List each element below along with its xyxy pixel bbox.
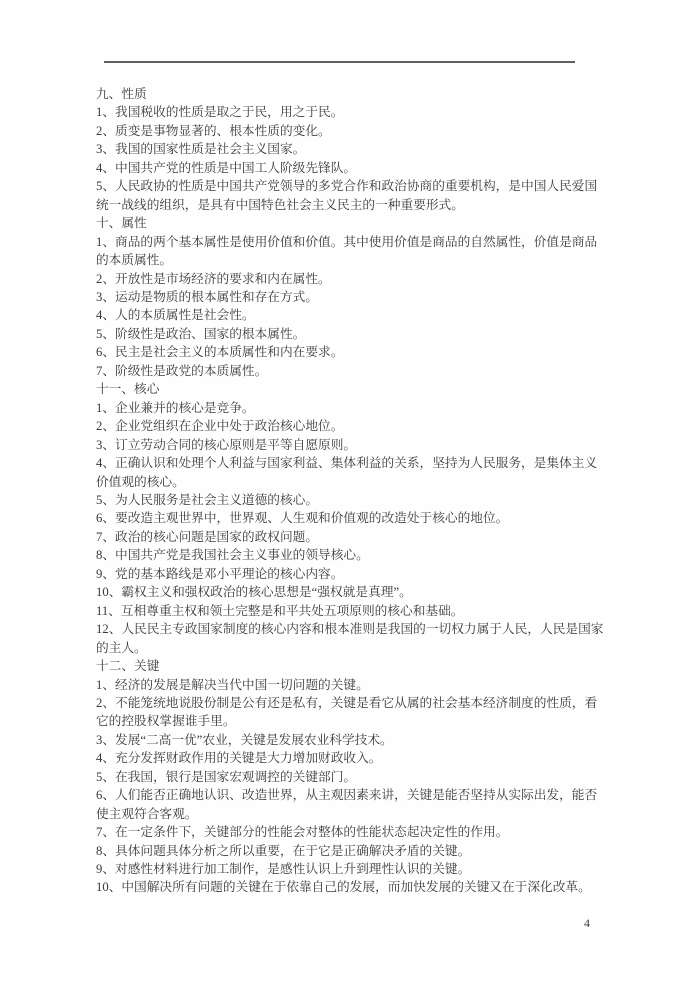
section-heading: 十、属性	[96, 216, 147, 231]
section-heading: 十二、关键	[96, 659, 160, 674]
list-item: 10、霸权主义和强权政治的核心思想是“强权就是真理”。	[96, 585, 412, 600]
list-item: 9、党的基本路线是邓小平理论的核心内容。	[96, 566, 344, 581]
header-rule	[104, 61, 575, 63]
list-item: 12、人民民主专政国家制度的核心内容和根本准则是我国的一切权力属于人民，人民是国家的主人。	[96, 622, 604, 655]
list-item: 3、订立劳动合同的核心原则是平等自愿原则。	[96, 437, 357, 452]
list-item: 1、我国税收的性质是取之于民，用之于民。	[96, 105, 344, 120]
list-item: 4、人的本质属性是社会性。	[96, 308, 255, 323]
list-item: 4、正确认识和处理个人利益与国家利益、集体利益的关系，坚持为人民服务，是集体主义价值观的核心。	[96, 456, 598, 489]
list-item: 8、中国共产党是我国社会主义事业的领导核心。	[96, 548, 369, 563]
list-item: 4、中国共产党的性质是中国工人阶级先锋队。	[96, 160, 357, 175]
list-item: 11、互相尊重主权和领土完整是和平共处五项原则的核心和基础。	[96, 603, 464, 618]
list-item: 4、充分发挥财政作用的关键是大力增加财政收入。	[96, 751, 382, 766]
list-item: 1、经济的发展是解决当代中国一切问题的关键。	[96, 677, 369, 692]
list-item: 8、具体问题具体分析之所以重要，在于它是正确解决矛盾的关键。	[96, 843, 471, 858]
list-item: 7、阶级性是政党的本质属性。	[96, 363, 268, 378]
list-item: 5、为人民服务是社会主义道德的核心。	[96, 492, 319, 507]
list-item: 2、不能笼统地说股份制是公有还是私有，关键是看它从属的社会基本经济制度的性质，看它的控股权掌握谁手里。	[96, 695, 598, 729]
page-number: 4	[584, 916, 590, 930]
list-item: 3、运动是物质的根本属性和存在方式。	[96, 289, 319, 304]
list-item: 10、中国解决所有问题的关键在于依靠自己的发展，而加快发展的关键又在于深化改革。	[96, 880, 591, 895]
list-item: 7、在一定条件下，关键部分的性能会对整体的性能状态起决定性的作用。	[96, 825, 509, 840]
section-heading: 十一、核心	[96, 382, 160, 397]
list-item: 5、人民政协的性质是中国共产党领导的多党合作和政治协商的重要机构，是中国人民爱国统一战线的组织，是具有中国特色社会主义民主的一种重要形式。	[96, 179, 598, 212]
list-item: 3、我国的国家性质是社会主义国家。	[96, 142, 306, 157]
list-item: 5、在我国，银行是国家宏观调控的关键部门。	[96, 769, 357, 784]
list-item: 1、企业兼并的核心是竞争。	[96, 400, 255, 415]
list-item: 2、开放性是市场经济的要求和内在属性。	[96, 271, 331, 286]
list-item: 3、发展“二高一优”农业，关键是发展农业科学技术。	[96, 732, 393, 747]
list-item: 6、民主是社会主义的本质属性和内在要求。	[96, 345, 344, 360]
document-body	[96, 85, 605, 897]
list-item: 6、人们能否正确地认识、改造世界，从主观因素来讲，关键是能否坚持从实际出发，能否使主观符合客观。	[96, 788, 598, 821]
list-item: 2、质变是事物显著的、根本性质的变化。	[96, 123, 331, 138]
list-item: 6、要改造主观世界中，世界观、人生观和价值观的改造处于核心的地位。	[96, 511, 509, 526]
list-item: 1、商品的两个基本属性是使用价值和价值。其中使用价值是商品的自然属性，价值是商品的本质属性。	[96, 234, 598, 268]
list-item: 2、企业党组织在企业中处于政治核心地位。	[96, 419, 344, 434]
list-item: 7、政治的核心问题是国家的政权问题。	[96, 529, 319, 544]
list-item: 9、对感性材料进行加工制作，是感性认识上升到理性认识的关键。	[96, 862, 471, 877]
section-heading: 九、性质	[96, 87, 147, 101]
list-item: 5、阶级性是政治、国家的根本属性。	[96, 326, 306, 341]
